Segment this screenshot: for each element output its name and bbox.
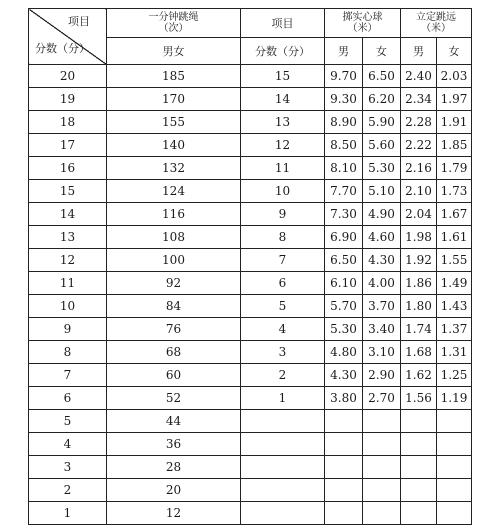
jump-title: 立定跳远 — [416, 12, 456, 23]
ball-male-cell: 6.10 — [325, 272, 363, 295]
left-score-cell: 20 — [29, 65, 107, 88]
jump-male-cell: 2.28 — [401, 111, 437, 134]
right-score-cell: 11 — [241, 157, 325, 180]
ball-male-label: 男 — [325, 38, 363, 65]
ball-female-cell: 2.90 — [363, 364, 401, 387]
rope-value-cell: 44 — [107, 410, 241, 433]
ball-male-cell: 8.50 — [325, 134, 363, 157]
right-item-label: 项目 — [241, 9, 325, 38]
table-row — [29, 502, 472, 525]
jump-female-cell: 1.61 — [437, 226, 472, 249]
ball-female-cell: 5.30 — [363, 157, 401, 180]
ball-male-cell: 3.80 — [325, 387, 363, 410]
left-score-cell: 18 — [29, 111, 107, 134]
left-score-cell: 8 — [29, 341, 107, 364]
jump-male-cell: 2.04 — [401, 203, 437, 226]
left-score-cell: 10 — [29, 295, 107, 318]
right-score-cell: 2 — [241, 364, 325, 387]
jump-female-cell: 1.55 — [437, 249, 472, 272]
table-row — [29, 249, 472, 272]
table-row — [29, 295, 472, 318]
jump-male-cell: 1.74 — [401, 318, 437, 341]
left-score-cell: 11 — [29, 272, 107, 295]
left-score-label: 分数（分） — [35, 42, 90, 55]
right-score-cell: 9 — [241, 203, 325, 226]
rope-value-cell: 28 — [107, 456, 241, 479]
ball-female-cell: 3.70 — [363, 295, 401, 318]
rope-value-cell: 170 — [107, 88, 241, 111]
right-score-cell: 14 — [241, 88, 325, 111]
right-score-cell: 7 — [241, 249, 325, 272]
rope-value-cell: 116 — [107, 203, 241, 226]
ball-female-label: 女 — [363, 38, 401, 65]
left-score-cell: 15 — [29, 180, 107, 203]
ball-header-cell — [325, 9, 401, 38]
left-score-cell: 3 — [29, 456, 107, 479]
jump-male-cell: 1.56 — [401, 387, 437, 410]
jump-male-cell — [401, 410, 437, 433]
ball-female-cell: 4.90 — [363, 203, 401, 226]
left-score-cell: 13 — [29, 226, 107, 249]
rope-value-cell: 155 — [107, 111, 241, 134]
jump-male-cell: 2.16 — [401, 157, 437, 180]
jump-male-cell: 1.92 — [401, 249, 437, 272]
jump-female-cell — [437, 433, 472, 456]
jump-header-cell — [401, 9, 472, 38]
ball-male-cell: 8.90 — [325, 111, 363, 134]
rope-value-cell: 92 — [107, 272, 241, 295]
ball-male-cell — [325, 456, 363, 479]
ball-male-cell — [325, 410, 363, 433]
jump-male-cell: 2.22 — [401, 134, 437, 157]
jump-female-cell — [437, 479, 472, 502]
score-table-container — [28, 8, 471, 525]
rope-value-cell: 20 — [107, 479, 241, 502]
ball-male-cell: 4.30 — [325, 364, 363, 387]
left-score-cell: 5 — [29, 410, 107, 433]
right-score-cell — [241, 433, 325, 456]
right-score-cell: 5 — [241, 295, 325, 318]
rope-header-cell — [107, 9, 241, 38]
table-row — [29, 410, 472, 433]
ball-male-cell: 5.70 — [325, 295, 363, 318]
jump-female-cell: 1.49 — [437, 272, 472, 295]
left-score-cell: 7 — [29, 364, 107, 387]
rope-value-cell: 36 — [107, 433, 241, 456]
right-score-cell: 1 — [241, 387, 325, 410]
right-score-cell: 8 — [241, 226, 325, 249]
jump-female-cell: 1.97 — [437, 88, 472, 111]
rope-value-cell: 60 — [107, 364, 241, 387]
table-row — [29, 226, 472, 249]
table-row — [29, 134, 472, 157]
jump-female-cell — [437, 410, 472, 433]
left-score-cell: 16 — [29, 157, 107, 180]
rope-value-cell: 124 — [107, 180, 241, 203]
left-score-cell: 9 — [29, 318, 107, 341]
left-score-cell: 1 — [29, 502, 107, 525]
ball-female-cell — [363, 456, 401, 479]
jump-male-cell: 1.86 — [401, 272, 437, 295]
jump-female-cell: 1.43 — [437, 295, 472, 318]
ball-male-cell: 9.30 — [325, 88, 363, 111]
jump-female-cell: 1.37 — [437, 318, 472, 341]
right-score-cell: 10 — [241, 180, 325, 203]
jump-male-cell — [401, 502, 437, 525]
right-score-cell: 15 — [241, 65, 325, 88]
rope-sub-label: 男女 — [107, 38, 241, 65]
table-row — [29, 387, 472, 410]
table-row — [29, 341, 472, 364]
ball-unit: （米） — [347, 23, 378, 34]
ball-male-cell: 5.30 — [325, 318, 363, 341]
jump-female-cell: 1.25 — [437, 364, 472, 387]
jump-unit: （米） — [421, 23, 451, 34]
jump-female-cell: 2.03 — [437, 65, 472, 88]
rope-value-cell: 100 — [107, 249, 241, 272]
right-score-cell: 12 — [241, 134, 325, 157]
ball-male-cell: 6.50 — [325, 249, 363, 272]
table-row — [29, 479, 472, 502]
rope-value-cell: 132 — [107, 157, 241, 180]
left-score-cell: 12 — [29, 249, 107, 272]
jump-female-cell: 1.67 — [437, 203, 472, 226]
table-row — [29, 157, 472, 180]
jump-female-cell — [437, 502, 472, 525]
ball-male-cell: 7.30 — [325, 203, 363, 226]
rope-value-cell: 140 — [107, 134, 241, 157]
ball-female-cell — [363, 433, 401, 456]
ball-female-cell: 2.70 — [363, 387, 401, 410]
jump-male-cell: 2.10 — [401, 180, 437, 203]
right-score-cell — [241, 502, 325, 525]
ball-female-cell: 5.60 — [363, 134, 401, 157]
ball-female-cell — [363, 479, 401, 502]
rope-value-cell: 108 — [107, 226, 241, 249]
rope-value-cell: 68 — [107, 341, 241, 364]
left-score-cell: 17 — [29, 134, 107, 157]
ball-female-cell: 6.20 — [363, 88, 401, 111]
right-score-cell — [241, 479, 325, 502]
ball-title: 掷实心球 — [342, 12, 383, 23]
jump-male-cell — [401, 456, 437, 479]
ball-male-cell: 9.70 — [325, 65, 363, 88]
right-score-label: 分数（分） — [241, 38, 325, 65]
rope-unit: （次） — [158, 23, 189, 34]
left-diagonal-header-cell — [29, 9, 107, 65]
score-table — [28, 8, 472, 525]
table-row — [29, 88, 472, 111]
table-row — [29, 433, 472, 456]
jump-female-cell: 1.31 — [437, 341, 472, 364]
ball-female-cell: 3.10 — [363, 341, 401, 364]
right-score-cell: 3 — [241, 341, 325, 364]
jump-male-cell: 1.98 — [401, 226, 437, 249]
rope-value-cell: 12 — [107, 502, 241, 525]
ball-male-cell: 7.70 — [325, 180, 363, 203]
table-row — [29, 456, 472, 479]
right-score-cell: 4 — [241, 318, 325, 341]
rope-value-cell: 185 — [107, 65, 241, 88]
ball-female-cell: 4.00 — [363, 272, 401, 295]
rope-value-cell: 52 — [107, 387, 241, 410]
left-item-label: 项目 — [68, 15, 90, 28]
ball-female-cell — [363, 502, 401, 525]
table-row — [29, 180, 472, 203]
left-score-cell: 4 — [29, 433, 107, 456]
ball-male-cell: 6.90 — [325, 226, 363, 249]
header-row-1 — [29, 9, 472, 38]
jump-female-label: 女 — [437, 38, 472, 65]
ball-male-cell: 8.10 — [325, 157, 363, 180]
right-score-cell: 6 — [241, 272, 325, 295]
rope-value-cell: 76 — [107, 318, 241, 341]
jump-male-cell: 2.34 — [401, 88, 437, 111]
left-score-cell: 14 — [29, 203, 107, 226]
ball-male-cell — [325, 433, 363, 456]
ball-female-cell: 5.10 — [363, 180, 401, 203]
left-score-cell: 2 — [29, 479, 107, 502]
jump-male-label: 男 — [401, 38, 437, 65]
jump-female-cell: 1.79 — [437, 157, 472, 180]
jump-male-cell — [401, 433, 437, 456]
jump-female-cell: 1.19 — [437, 387, 472, 410]
table-row — [29, 318, 472, 341]
jump-female-cell: 1.91 — [437, 111, 472, 134]
jump-male-cell: 1.68 — [401, 341, 437, 364]
rope-value-cell: 84 — [107, 295, 241, 318]
ball-female-cell — [363, 410, 401, 433]
right-score-cell: 13 — [241, 111, 325, 134]
ball-male-cell — [325, 502, 363, 525]
jump-male-cell: 2.40 — [401, 65, 437, 88]
jump-male-cell: 1.80 — [401, 295, 437, 318]
right-score-cell — [241, 410, 325, 433]
jump-female-cell: 1.73 — [437, 180, 472, 203]
ball-male-cell: 4.80 — [325, 341, 363, 364]
ball-female-cell: 3.40 — [363, 318, 401, 341]
jump-male-cell — [401, 479, 437, 502]
table-row — [29, 65, 472, 88]
jump-male-cell: 1.62 — [401, 364, 437, 387]
jump-female-cell: 1.85 — [437, 134, 472, 157]
table-row — [29, 203, 472, 226]
ball-female-cell: 4.60 — [363, 226, 401, 249]
ball-female-cell: 5.90 — [363, 111, 401, 134]
table-row — [29, 111, 472, 134]
ball-female-cell: 6.50 — [363, 65, 401, 88]
left-score-cell: 6 — [29, 387, 107, 410]
left-score-cell: 19 — [29, 88, 107, 111]
ball-female-cell: 4.30 — [363, 249, 401, 272]
right-score-cell — [241, 456, 325, 479]
jump-female-cell — [437, 456, 472, 479]
table-row — [29, 272, 472, 295]
table-row — [29, 364, 472, 387]
rope-title: 一分钟跳绳 — [148, 12, 199, 23]
ball-male-cell — [325, 479, 363, 502]
